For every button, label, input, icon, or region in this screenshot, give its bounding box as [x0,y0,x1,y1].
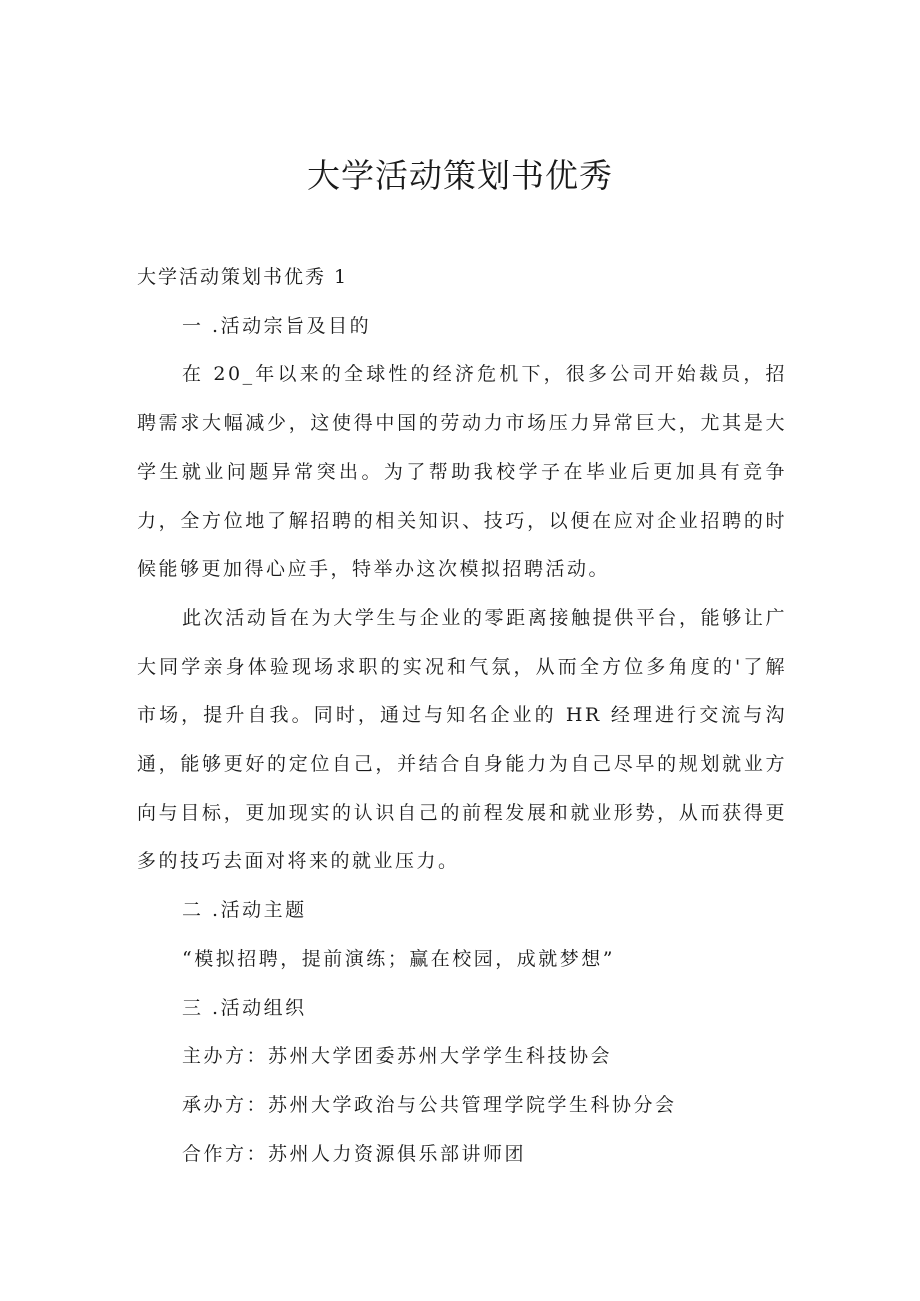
section-1-heading: 一 .活动宗旨及目的 [182,314,372,337]
section-1-paragraph-1: 在 20_年以来的全球性的经济危机下，很多公司开始裁员，招聘需求大幅减少，这使得中国的劳动力市场压力异常巨大，尤其是大学生就业问题异常突出。为了帮助我校学子在毕业后更加具有竞争力，全方位地了解招聘的相关知识、技巧，以便在应对企业招聘的时候能够更加得心应手，特举办这次模拟招聘活动。 [137,363,787,581]
section-1-paragraph-2: 此次活动旨在为大学生与企业的零距离接触提供平台，能够让广大同学亲身体验现场求职的实况和气氛，从而全方位多角度的'了解市场，提升自我。同时，通过与知名企业的 HR 经理进行交流与沟通，能够更好的定位自己，并结合自身能力为自己尽早的规划就业方向与目标，更加现实的认识自己的前程发展和就业形势，从而获得更多的技巧去面对将来的就业压力。 [137,606,787,873]
section-3-partner: 合作方：苏州人力资源俱乐部讲师团 [182,1142,527,1165]
section-2-heading: 二 .活动主题 [182,899,307,922]
section-2-theme: “模拟招聘，提前演练；赢在校园，成就梦想” [182,947,615,970]
section-3-heading: 三 .活动组织 [182,996,307,1019]
section-3-organizer: 承办方：苏州大学政治与公共管理学院学生科协分会 [182,1093,677,1116]
document-body [137,253,787,1178]
document-title: 大学活动策划书优秀 [307,156,613,195]
document-subtitle: 大学活动策划书优秀 1 [137,266,349,288]
section-3-host: 主办方：苏州大学团委苏州大学学生科技协会 [182,1045,613,1068]
